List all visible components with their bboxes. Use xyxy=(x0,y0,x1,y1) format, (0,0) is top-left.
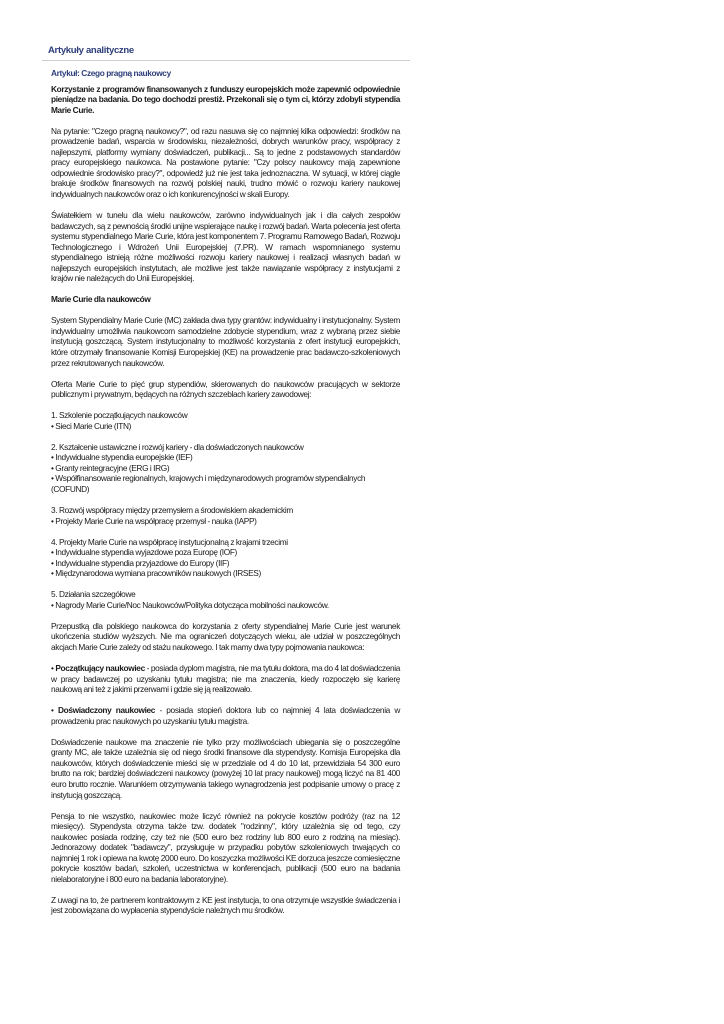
grant-group-4 xyxy=(51,537,400,579)
paragraph-6: Doświadczenie naukowe ma znaczenie nie tylko przy możliwościach ubiegania się o poszczególne granty MC, ale także uzależnia się od niego środki finansowe dla stypendysty. Komisja Europejska dla naukowców, których doświadczenie mieści się w przedziale od 4 do 10 lat, przewidziała 54 300 euro brutto na rok; bardziej doświadczeni naukowcy (powyżej 10 lat pracy naukowej) mogą liczyć na 81 400 euro brutto rocznie. Warunkiem otrzymywania takiego wynagrodzenia jest podpisanie umowy o pracę z instytucją goszczącą. xyxy=(51,736,400,800)
paragraph-5: Przepustką dla polskiego naukowca do korzystania z oferty stypendialnej Marie Curie jest warunek ukończenia studiów wyższych. Nie ma ograniczeń dotyczących wieku, ale udział w poszczególnych akcjach Marie Curie zależy od stażu naukowego. I tak mamy dwa typy pojmowania naukowca: xyxy=(51,620,400,653)
header-divider xyxy=(42,60,410,61)
grant-item: • Granty reintegracyjne (ERG i IRG) xyxy=(51,462,170,473)
grant-item: • Projekty Marie Curie na współpracę przemysł - nauka (IAPP) xyxy=(51,515,257,526)
article-lead: Korzystanie z programów finansowanych z funduszy europejskich może zapewnić odpowiednie pieniądze na badania. Do tego dochodzi prestiż. Przekonali się o tym ci, którzy zdobyli stypendia Marie Curie. xyxy=(51,83,400,115)
grant-group-title: 3. Rozwój współpracy między przemysłem a środowiskiem akademickim xyxy=(51,505,293,516)
paragraph-4: Oferta Marie Curie to pięć grup stypendiów, skierowanych do naukowców pracujących w sektorze publicznym i prywatnym, będących na różnych szczeblach kariery zawodowej: xyxy=(51,378,400,400)
grant-group-title: 2. Kształcenie ustawiczne i rozwój kariery - dla doświadczonych naukowców xyxy=(51,441,304,452)
grant-item: • Indywidualne stypendia europejskie (IEF) xyxy=(51,452,193,463)
subheading-marie-curie: Marie Curie dla naukowców xyxy=(51,294,151,305)
grant-item: • Międzynarodowa wymiana pracowników naukowych (IRSES) xyxy=(51,568,261,579)
section-header: Artykuły analityczne xyxy=(48,45,134,56)
definition-experienced xyxy=(51,705,400,726)
grant-item: • Nagrody Marie Curie/Noc Naukowców/Polityka dotycząca mobilności naukowców. xyxy=(51,599,329,610)
article-body xyxy=(51,68,400,927)
grant-item: • Indywidualne stypendia wyjazdowe poza Europę (IOF) xyxy=(51,547,237,558)
grant-item: • Współfinansowanie regionalnych, krajowych i międzynarodowych programów stypendialnych (COFUND) xyxy=(51,473,366,494)
definition-term: Początkujący naukowiec xyxy=(55,663,145,674)
grant-group-2 xyxy=(51,442,400,495)
definition-text: - posiada dyplom magistra, nie ma tytułu doktora, ma do 4 lat doświadczenia w pracy badawczej po uzyskaniu tytułu magistra; nie ma znaczenia, kiedy rozpoczęło się karierę naukową ani też z jakimi przerwami i gdzie się ją realizowało. xyxy=(51,663,400,695)
grant-group-title: 4. Projekty Marie Curie na współpracę instytucjonalną z krajami trzecimi xyxy=(51,536,288,547)
grant-item: • Indywidualne stypendia przyjazdowe do Europy (IIF) xyxy=(51,557,230,568)
paragraph-3: System Stypendialny Marie Curie (MC) zakłada dwa typy grantów: indywidualny i instytucjonalny. System indywidualny umożliwia naukowcom samodzielne zdobycie stypendium, wraz z wybraną przez siebie instytucją goszczącą. System instytucjonalny to możliwość korzystania z ofert instytucji europejskich, które otrzymały finansowanie Komisji Europejskiej (KE) na prowadzenie prac badawczo-szkoleniowych przez rekrutowanych naukowców. xyxy=(51,315,400,368)
bullet: • xyxy=(51,705,58,716)
paragraph-2: Światełkiem w tunelu dla wielu naukowców, zarówno indywidualnych jak i dla całych zespołów badawczych, są z pewnością środki unijne wspierające naukę i rozwój badań. Warta polecenia jest oferta systemu stypendialnego Marie Curie, która jest komponentem 7. Programu Ramowego Badań, Rozwoju Technologicznego i Wdrożeń Unii Europejskiej (7.PR). W ramach wspomnianego systemu stypendialnego istnieją różne możliwości rozwoju kariery naukowej i realizacji własnych badań w najlepszych europejskich instytutach, ale możliwe jest także nawiązanie współpracy z instytucjami z krajów nie należących do Unii Europejskiej. xyxy=(51,210,400,284)
grant-group-5 xyxy=(51,589,400,610)
grant-group-title: 1. Szkolenie początkujących naukowców xyxy=(51,410,188,421)
definition-junior xyxy=(51,663,400,695)
definition-text: - posiada stopień doktora lub co najmniej 4 lata doświadczenia w prowadzeniu prac naukowych po uzyskaniu tytułu magistra. xyxy=(51,705,400,726)
article-title: Artykuł: Czego pragną naukowcy xyxy=(51,68,171,78)
paragraph-7: Pensja to nie wszystko, naukowiec może liczyć również na pokrycie kosztów podróży (raz na 12 miesięcy). Stypendysta otrzyma także tzw. dodatek "rodzinny", który uzależnia się od tego, czy naukowiec posiada rodzinę, czy też nie (500 euro bez rodziny lub 800 euro z rodziną na miesiąc). Jednorazowy dodatek "badawczy", przysługuje w przypadku pobytów szkoleniowych trwających co najmniej 1 rok i opiewa na kwotę 2000 euro. Do koszyczka możliwości KE dorzuca jeszcze comiesięczne pokrycie kosztów badań, szkoleń, uczestnictwa w konferencjach, publikacji (500 euro na badania nielaboratoryjne i 800 euro na badania laboratoryjne). xyxy=(51,810,400,884)
paragraph-1: Na pytanie: "Czego pragną naukowcy?", od razu nasuwa się co najmniej kilka odpowiedzi: środków na prowadzenie badań, wsparcia w środowisku, niezależności, dobrych warunków pracy, współpracy z najlepszymi, platformy wymiany doświadczeń, publikacji... Są to jedne z podstawowych standardów pracy europejskiego naukowca. Na postawione pytanie: "Czy polscy naukowcy mają zapewnione odpowiednie środowisko pracy?", odpowiedź już nie jest taka jednoznaczna. W sytuacji, w której ciągle brakuje środków finansowych na rozwój polskiej nauki, trudno mówić o rozwoju kariery naukowej indywidualnych naukowców oraz o ich konkurencyjności w skali Europy. xyxy=(51,125,400,199)
grant-group-1 xyxy=(51,410,400,431)
grant-group-title: 5. Działania szczegółowe xyxy=(51,589,136,600)
grant-group-3 xyxy=(51,505,400,526)
definition-term: Doświadczony naukowiec xyxy=(57,705,156,716)
bullet: • xyxy=(51,663,56,674)
paragraph-8: Z uwagi na to, że partnerem kontraktowym z KE jest instytucja, to ona otrzymuje wszystkie świadczenia i jest zobowiązana do wypłacenia stypendyście należnych mu środków. xyxy=(51,894,400,916)
grant-item: • Sieci Marie Curie (ITN) xyxy=(51,420,132,431)
